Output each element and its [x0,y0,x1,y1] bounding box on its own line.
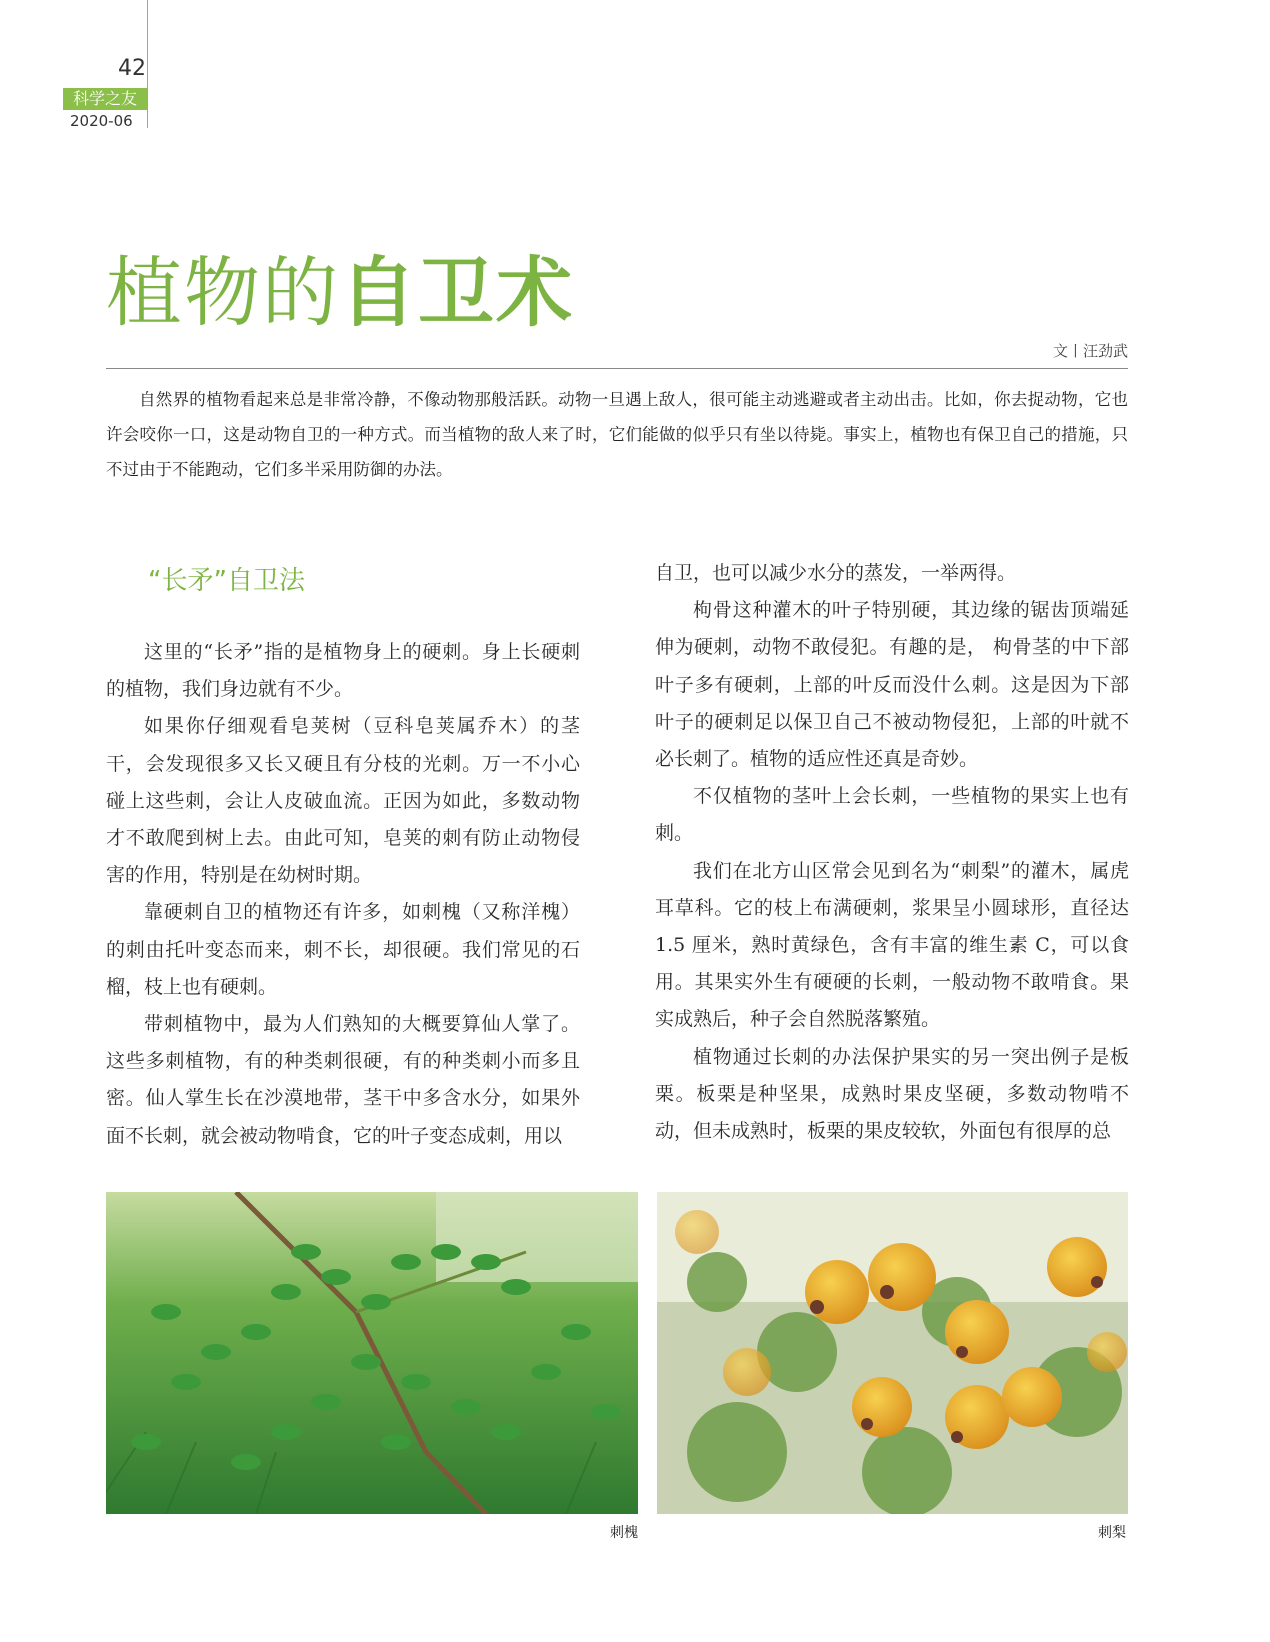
caption-ciLi: 刺梨 [1098,1525,1126,1541]
body-paragraph: 如果你仔细观看皂荚树（豆科皂荚属乔木）的茎干，会发现很多又长又硬且有分枝的光刺。万一不小心碰上这些刺，会让人皮破血流。正因为如此，多数动物才不敢爬到树上去。由此可知，皂荚的刺有防止动物侵害的作用，特别是在幼树时期。 [106,715,580,887]
header-divider [147,0,148,128]
body-paragraph: 我们在北方山区常会见到名为“刺梨”的灌木，属虎耳草科。它的枝上布满硬刺，浆果呈小圆球形，直径达 1.5 厘米，熟时黄绿色，含有丰富的维生素 C，可以食用。其果实外生有硬硬的长刺，一般动物不敢啃食。果实成熟后，种子会自然脱落繁殖。 [655,859,1129,1031]
left-column [106,634,580,1155]
article-title [106,248,574,338]
body-paragraph: 不仅植物的茎叶上会长刺，一些植物的果实上也有刺。 [655,785,1129,845]
issue-date: 2020-06 [70,112,133,130]
intro-paragraph: 自然界的植物看起来总是非常冷静，不像动物那般活跃。动物一旦遇上敌人，很可能主动逃避或者主动出击。比如，你去捉动物，它也许会咬你一口，这是动物自卫的一种方式。而当植物的敌人来了时，它们能做的似乎只有坐以待毙。事实上，植物也有保卫自己的措施，只不过由于不能跑动，它们多半采用防御的办法。 [106,390,1128,479]
page-number: 42 [118,56,146,81]
body-paragraph: 自卫，也可以减少水分的蒸发，一举两得。 [655,562,1017,584]
caption-locust: 刺槐 [610,1525,638,1541]
body-paragraph: 带刺植物中，最为人们熟知的大概要算仙人掌了。这些多刺植物，有的种类刺很硬，有的种类刺小而多且密。仙人掌生长在沙漠地带，茎干中多含水分，如果外面不长刺，就会被动物啃食，它的叶子变态成刺，用以 [106,1013,580,1147]
title-light: 植物的 [106,248,340,337]
body-paragraph: 这里的“长矛”指的是植物身上的硬刺。身上长硬刺的植物，我们身边就有不少。 [106,641,580,701]
right-column [655,555,1129,1150]
photo-locust [106,1192,638,1514]
body-paragraph: 植物通过长刺的办法保护果实的另一突出例子是板栗。板栗是种坚果，成熟时果皮坚硬，多数动物啃不动，但未成熟时，板栗的果皮较软，外面包有很厚的总 [655,1045,1129,1143]
section-heading: “长矛”自卫法 [148,566,305,596]
author-byline: 文丨汪劲武 [1052,342,1128,360]
photo-ciLi [657,1192,1128,1514]
magazine-name: 科学之友 [63,88,147,110]
body-paragraph: 枸骨这种灌木的叶子特别硬，其边缘的锯齿顶端延伸为硬刺，动物不敢侵犯。有趣的是， 枸骨茎的中下部叶子多有硬刺，上部的叶反而没什么刺。这是因为下部叶子的硬刺足以保卫自己不被动物侵犯，上部的叶就不必长刺了。植物的适应性还真是奇妙。 [655,599,1129,771]
body-paragraph: 靠硬刺自卫的植物还有许多，如刺槐（又称洋槐）的刺由托叶变态而来，刺不长，却很硬。我们常见的石榴，枝上也有硬刺。 [106,901,580,998]
title-bold: 自卫术 [340,248,574,337]
title-rule [106,368,1128,369]
